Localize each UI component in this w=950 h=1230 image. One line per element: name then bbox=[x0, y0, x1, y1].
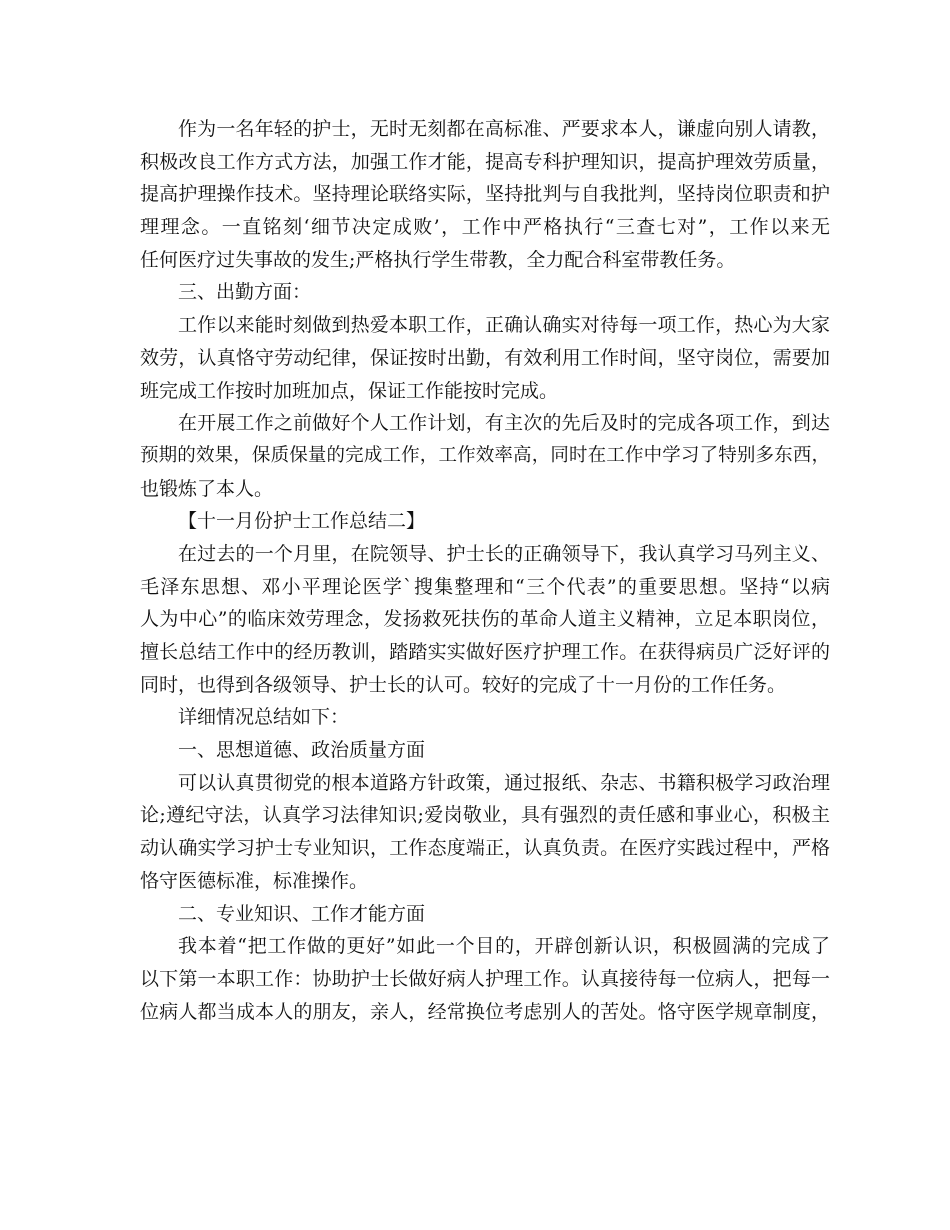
text-line: 班完成工作按时加班加点，保证工作能按时完成。 bbox=[140, 379, 559, 402]
text-line: 擅长总结工作中的经历教训，踏踏实实做好医疗护理工作。在获得病员广泛好评的 bbox=[140, 641, 830, 663]
text-line: 论;遵纪守法，认真学习法律知识;爱岗敬业，具有强烈的责任感和事业心，积极主 bbox=[140, 804, 830, 827]
text-line: 在过去的一个月里，在院领导、护士长的正确领导下，我认真学习马列主义、 bbox=[178, 542, 830, 565]
text-line: 提高护理操作技术。坚持理论联络实际，坚持批判与自我批判，坚持岗位职责和护 bbox=[140, 183, 830, 206]
text-line: 任何医疗过失事故的发生;严格执行学生带教，全力配合科室带教任务。 bbox=[140, 248, 736, 271]
text-line: 同时，也得到各级领导、护士长的认可。较好的完成了十一月份的工作任务。 bbox=[140, 673, 787, 696]
text-line: 详细情况总结如下： bbox=[178, 706, 350, 729]
text-line: 毛泽东思想、邓小平理论医学`搜集整理和“三个代表”的重要思想。坚持“以病 bbox=[140, 575, 830, 598]
text-line: 位病人都当成本人的朋友，亲人，经常换位考虑别人的苦处。恪守医学规章制度， bbox=[140, 1000, 830, 1023]
text-line: 动认确实学习护士专业知识，工作态度端正，认真负责。在医疗实践过程中，严格 bbox=[140, 837, 830, 860]
text-line: 可以认真贯彻党的根本道路方针政策，通过报纸、杂志、书籍积极学习政治理 bbox=[178, 771, 830, 794]
text-line: 人为中心”的临床效劳理念，发扬救死扶伤的革命人道主义精神，立足本职岗位， bbox=[140, 608, 830, 631]
text-line: 在开展工作之前做好个人工作计划，有主次的先后及时的完成各项工作，到达 bbox=[178, 412, 830, 435]
text-line: 一、思想道德、政治质量方面 bbox=[178, 739, 426, 762]
text-line: 预期的效果，保质保量的完成工作，工作效率高，同时在工作中学习了特别多东西， bbox=[140, 444, 830, 466]
text-line: 我本着“把工作做的更好”如此一个目的，开辟创新认识，积极圆满的完成了 bbox=[178, 935, 830, 958]
text-line: 效劳，认真恪守劳动纪律，保证按时出勤，有效利用工作时间，坚守岗位，需要加 bbox=[140, 346, 830, 369]
document-body bbox=[140, 113, 830, 1028]
text-line: 二、专业知识、工作才能方面 bbox=[178, 902, 426, 925]
text-line: 积极改良工作方式方法，加强工作才能，提高专科护理知识，提高护理效劳质量， bbox=[140, 150, 830, 173]
text-line: 作为一名年轻的护士，无时无刻都在高标准、严要求本人，谦虚向别人请教， bbox=[178, 118, 830, 140]
text-line: 以下第一本职工作：协助护士长做好病人护理工作。认真接待每一位病人，把每一 bbox=[140, 967, 830, 990]
text-line: 三、出勤方面： bbox=[178, 281, 312, 304]
text-line: 【十一月份护士工作总结二】 bbox=[178, 510, 426, 533]
text-line: 也锻炼了本人。 bbox=[140, 477, 274, 500]
text-line: 理理念。一直铭刻‘细节决定成败’，工作中严格执行“三查七对”，工作以来无 bbox=[140, 216, 830, 239]
text-line: 工作以来能时刻做到热爱本职工作，正确认确实对待每一项工作，热心为大家 bbox=[178, 314, 830, 337]
text-line: 恪守医德标准，标准操作。 bbox=[140, 869, 369, 892]
